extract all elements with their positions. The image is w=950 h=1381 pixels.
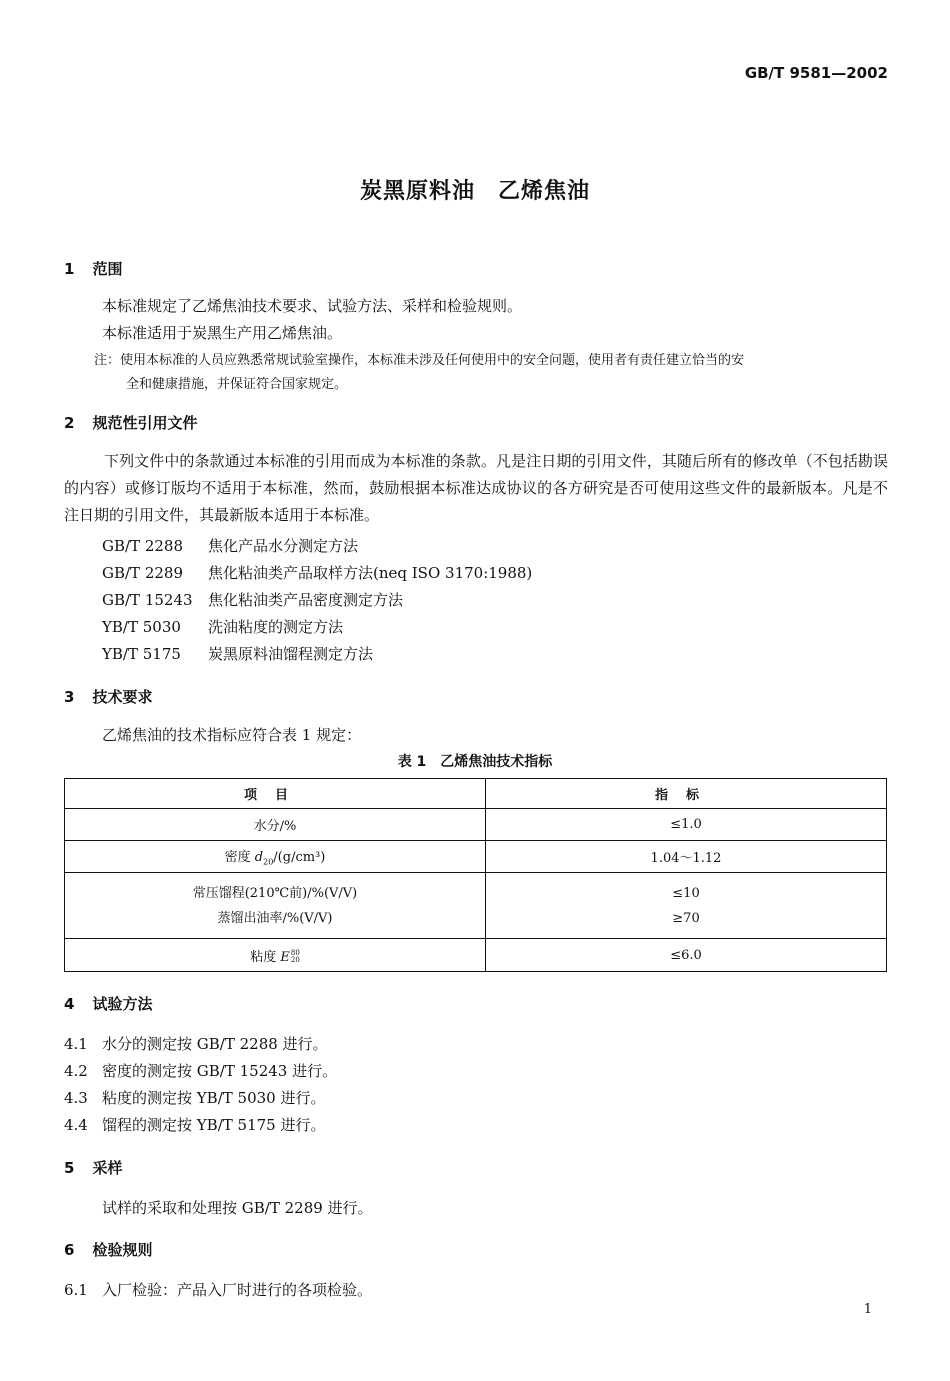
clause-item bbox=[64, 1114, 325, 1135]
clause-text: 密度的测定按 GB/T 15243 进行。 bbox=[102, 1062, 338, 1080]
table-cell: 水分/% bbox=[65, 809, 486, 841]
section-number: 3 bbox=[64, 688, 75, 706]
paragraph: 本标准适用于炭黑生产用乙烯焦油。 bbox=[102, 324, 343, 342]
cell-text: 粘度 bbox=[250, 949, 281, 965]
clause-number: 4.2 bbox=[64, 1062, 88, 1080]
cell-text: /(g/cm³) bbox=[273, 850, 326, 866]
section-title: 试验方法 bbox=[92, 995, 153, 1013]
reference-item bbox=[102, 616, 343, 637]
clause-text: 水分的测定按 GB/T 2288 进行。 bbox=[102, 1035, 328, 1053]
cell-line: ≤10 bbox=[672, 885, 700, 901]
clause-text: 入厂检验：产品入厂时进行的各项检验。 bbox=[102, 1281, 373, 1299]
clause-item bbox=[64, 1033, 328, 1054]
reference-code: YB/T 5030 bbox=[102, 618, 181, 636]
paragraph: 乙烯焦油的技术指标应符合表 1 规定： bbox=[102, 726, 362, 744]
section-title: 技术要求 bbox=[92, 688, 153, 706]
tech-spec-table bbox=[64, 778, 887, 972]
section-number: 2 bbox=[64, 414, 75, 432]
section-1-heading bbox=[64, 258, 122, 279]
normative-references-paragraph: 下列文件中的条款通过本标准的引用而成为本标准的条款。凡是注日期的引用文件，其随后所有的修改单（不包括勘误的内容）或修订版均不适用于本标准，然而，鼓励根据本标准达成协议的各方研究是否可使用这些文件的最新版本。凡是不注日期的引用文件，其最新版本适用于本标准。 bbox=[64, 452, 888, 524]
table-cell bbox=[486, 873, 887, 939]
section-title: 检验规则 bbox=[92, 1241, 153, 1259]
page-number: 1 bbox=[863, 1302, 872, 1317]
reference-code: GB/T 2289 bbox=[102, 564, 184, 582]
reference-title: 洗油粘度的测定方法 bbox=[208, 618, 344, 636]
clause-item bbox=[64, 1060, 337, 1081]
cell-line: 蒸馏出油率/%(V/V) bbox=[217, 910, 333, 926]
table-cell bbox=[65, 841, 486, 873]
section-number: 1 bbox=[64, 260, 75, 278]
reference-title: 焦化产品水分测定方法 bbox=[208, 537, 359, 555]
cell-text: 密度 bbox=[224, 850, 255, 866]
reference-title: 焦化粘油类产品密度测定方法 bbox=[208, 591, 404, 609]
clause-text: 馏程的测定按 YB/T 5175 进行。 bbox=[102, 1116, 326, 1134]
sup-sub-stack bbox=[291, 950, 300, 964]
table-row bbox=[65, 809, 887, 841]
section-5-heading bbox=[64, 1157, 122, 1178]
subscript: 20 bbox=[263, 857, 274, 867]
cell-line: ≥70 bbox=[672, 910, 700, 926]
section-title: 采样 bbox=[92, 1159, 123, 1177]
clause-number: 4.3 bbox=[64, 1089, 88, 1107]
table-cell: 1.04～1.12 bbox=[486, 841, 887, 873]
reference-code: YB/T 5175 bbox=[102, 645, 181, 663]
table-cell: ≤1.0 bbox=[486, 809, 887, 841]
column-header: 项目 bbox=[65, 779, 486, 809]
reference-item bbox=[102, 589, 403, 610]
clause-number: 6.1 bbox=[64, 1281, 88, 1299]
reference-title: 焦化粘油类产品取样方法(neq ISO 3170:1988) bbox=[208, 564, 533, 582]
note-line: 注：使用本标准的人员应熟悉常规试验室操作，本标准未涉及任何使用中的安全问题，使用者有责任建立恰当的安 bbox=[94, 353, 745, 368]
page-title: 炭黑原料油 乙烯焦油 bbox=[359, 179, 590, 204]
column-header: 指标 bbox=[486, 779, 887, 809]
table-row bbox=[65, 841, 887, 873]
clause-item bbox=[64, 1087, 325, 1108]
section-number: 4 bbox=[64, 995, 75, 1013]
section-number: 6 bbox=[64, 1241, 75, 1259]
table-cell: ≤6.0 bbox=[486, 939, 887, 972]
density-symbol: d bbox=[254, 850, 264, 866]
table-header-row bbox=[65, 779, 887, 809]
reference-item bbox=[102, 535, 358, 556]
reference-title: 炭黑原料油馏程测定方法 bbox=[208, 645, 374, 663]
table-row bbox=[65, 873, 887, 939]
standard-code: GB/T 9581—2002 bbox=[744, 64, 888, 82]
section-6-heading bbox=[64, 1239, 152, 1260]
clause-number: 4.4 bbox=[64, 1116, 88, 1134]
clause-text: 粘度的测定按 YB/T 5030 进行。 bbox=[102, 1089, 326, 1107]
reference-item bbox=[102, 562, 532, 583]
table-cell bbox=[65, 873, 486, 939]
reference-code: GB/T 2288 bbox=[102, 537, 184, 555]
section-4-heading bbox=[64, 993, 152, 1014]
section-number: 5 bbox=[64, 1159, 75, 1177]
table-row bbox=[65, 939, 887, 972]
table-cell bbox=[65, 939, 486, 972]
paragraph: 试样的采取和处理按 GB/T 2289 进行。 bbox=[102, 1199, 373, 1217]
reference-item bbox=[102, 643, 373, 664]
superscript: 80 bbox=[290, 949, 300, 957]
viscosity-symbol: E bbox=[280, 949, 290, 965]
note-line: 全和健康措施，并保证符合国家规定。 bbox=[126, 377, 348, 392]
paragraph: 本标准规定了乙烯焦油技术要求、试验方法、采样和检验规则。 bbox=[102, 297, 523, 315]
section-title: 规范性引用文件 bbox=[92, 414, 198, 432]
cell-line: 常压馏程(210℃前)/%(V/V) bbox=[192, 885, 358, 901]
section-3-heading bbox=[64, 686, 152, 707]
subscript: 20 bbox=[290, 956, 300, 964]
section-title: 范围 bbox=[92, 260, 123, 278]
clause-number: 4.1 bbox=[64, 1035, 88, 1053]
reference-code: GB/T 15243 bbox=[102, 591, 193, 609]
clause-item bbox=[64, 1279, 372, 1300]
table-caption: 表 1 乙烯焦油技术指标 bbox=[397, 754, 553, 770]
section-2-heading bbox=[64, 412, 197, 433]
